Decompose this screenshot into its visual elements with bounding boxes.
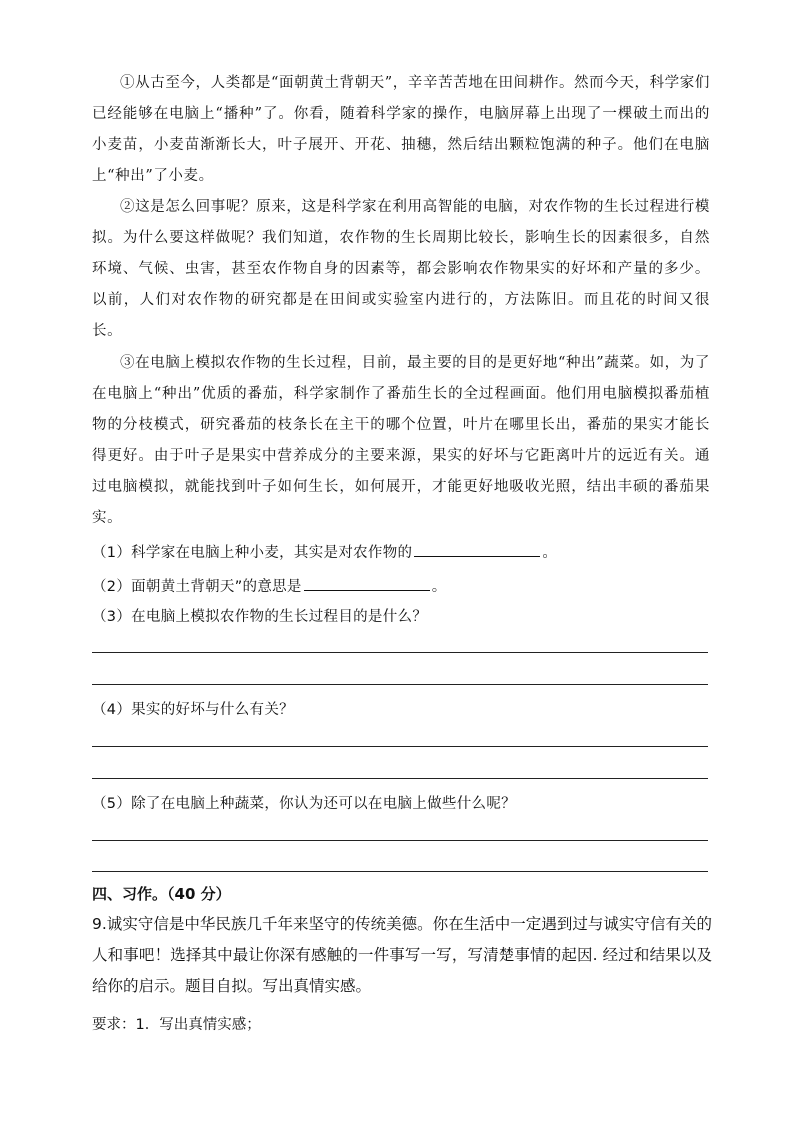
question-1-text: （1）科学家在电脑上种小麦，其实是对农作物的 — [92, 545, 413, 561]
question-1 — [92, 541, 557, 562]
question-5: （5）除了在电脑上种蔬菜，你认为还可以在电脑上做些什么呢？ — [92, 796, 516, 812]
question-3: （3）在电脑上模拟农作物的生长过程目的是什么？ — [92, 609, 428, 625]
question-4: （4）果实的好坏与什么有关？ — [92, 702, 294, 718]
essay-requirement: 要求：1．写出真情实感； — [92, 1017, 261, 1033]
passage-paragraph-3: ③在电脑上模拟农作物的生长过程，目前，最主要的目的是更好地“种出”蔬菜。如，为了在电脑上“种出”优质的番茄，科学家制作了番茄生长的全过程画面。他们用电脑模拟番茄植物的分枝模式，研究番茄的枝条长在主干的哪个位置，叶片在哪里长出，番茄的果实才能长得更好。由于叶子是果实中营养成分的主要来源，果实的好坏与它距离叶片的远近有关。通过电脑模拟，就能找到叶子如何生长，如何展开，才能更好地吸收光照，结出丰硕的番茄果实。 — [92, 355, 710, 526]
answer-line-q5-2[interactable] — [92, 871, 708, 872]
question-1-end: 。 — [542, 545, 558, 561]
passage-paragraph-2: ②这是怎么回事呢？原来，这是科学家在利用高智能的电脑，对农作物的生长过程进行模拟。为什么要这样做呢？我们知道，农作物的生长周期比较长，影响生长的因素很多，自然环境、气候、虫害，甚至农作物自身的因素等，都会影响农作物果实的好坏和产量的多少。以前，人们对农作物的研究都是在田间或实验室内进行的，方法陈旧。而且花的时间又很长。 — [92, 199, 710, 339]
answer-line-q3-2[interactable] — [92, 684, 708, 685]
essay-prompt: 9.诚实守信是中华民族几千年来坚守的传统美德。你在生活中一定遇到过与诚实守信有关的人和事吧！选择其中最让你深有感触的一件事写一写，写清楚事情的起因. 经过和结果以及给你的启示。题目自拟。写出真情实感。 — [92, 915, 712, 995]
answer-line-q4-1[interactable] — [92, 746, 708, 747]
answer-line-q3-1[interactable] — [92, 652, 708, 653]
question-2 — [92, 575, 447, 596]
question-2-text: （2）面朝黄土背朝天”的意思是 — [92, 579, 302, 595]
answer-line-q5-1[interactable] — [92, 840, 708, 841]
question-2-end: 。 — [431, 579, 447, 595]
section-4-title: 四、习作。（40 分） — [92, 885, 231, 903]
answer-line-q4-2[interactable] — [92, 778, 708, 779]
passage-paragraph-1: ①从古至今，人类都是“面朝黄土背朝天”，辛辛苦苦地在田间耕作。然而今天，科学家们已经能够在电脑上“播种”了。你看，随着科学家的操作，电脑屏幕上出现了一棵破土而出的小麦苗，小麦苗渐渐长大，叶子展开、开花、抽穗，然后结出颗粒饱满的种子。他们在电脑上“种出”了小麦。 — [92, 75, 710, 184]
question-2-blank[interactable] — [304, 575, 430, 591]
question-1-blank[interactable] — [414, 541, 540, 557]
